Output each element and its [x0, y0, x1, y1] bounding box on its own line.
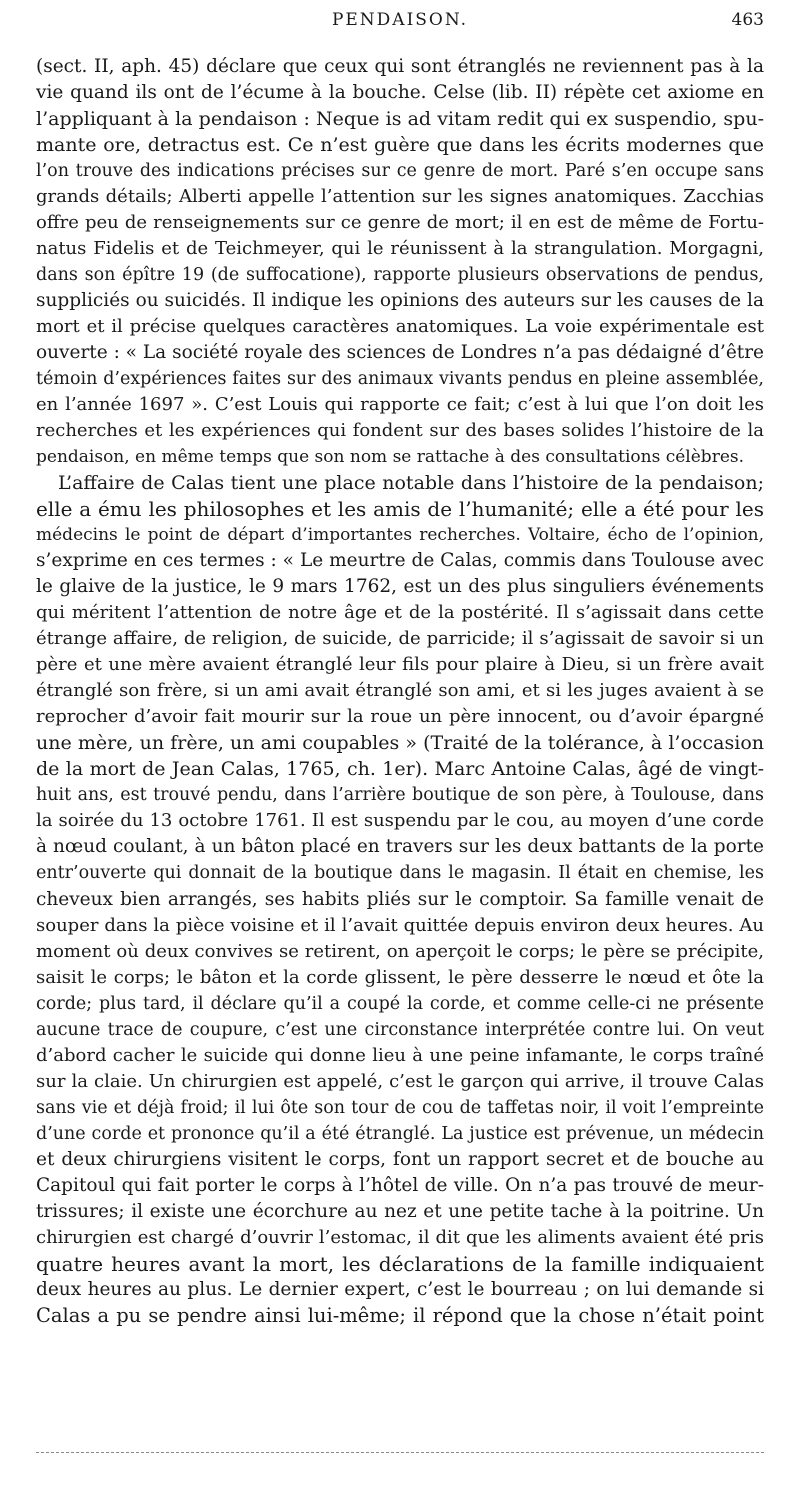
text-line: en l’année 1697 ». C’est Louis qui rapporte ce fait; c’est à lui que l’on doit les	[36, 394, 764, 416]
text-line: mante ore, detractus est. Ce n’est guère que dans les écrits modernes que	[36, 134, 764, 157]
text-line: entr’ouverte qui donnait de la boutique dans le magasin. Il était en chemise, les	[36, 863, 764, 884]
text-line: l’on trouve des indications précises sur ce genre de mort. Paré s’en occupe sans	[36, 161, 764, 182]
text-line: souper dans la pièce voisine et il l’avait quittée depuis environ deux heures. Au	[36, 914, 764, 936]
text-line: la soirée du 13 octobre 1761. Il est suspendu par le cou, au moyen d’une corde	[36, 810, 764, 832]
text-line: deux heures au plus. Le dernier expert, c’est le bourreau ; on lui demande si	[36, 1278, 764, 1300]
text-line: huit ans, est trouvé pendu, dans l’arrière boutique de son père, à Toulouse, dans	[36, 785, 764, 806]
footer-rule	[36, 1452, 764, 1453]
text-line: pendaison, en même temps que son nom se rattache à des consultations célèbres.	[36, 447, 745, 468]
text-line: recherches et les expériences qui fondent sur des bases solides l’histoire de la	[36, 420, 764, 442]
text-line: moment où deux convives se retirent, on aperçoit le corps; le père se précipite,	[36, 940, 764, 962]
text-line: grands détails; Alberti appelle l’attention sur les signes anatomiques. Zacchias	[36, 186, 764, 208]
running-head: PENDAISON.	[331, 10, 469, 30]
text-line: d’abord cacher le suicide qui donne lieu à une peine infamante, le corps traîné	[36, 1044, 764, 1066]
text-line: natus Fidelis et de Teichmeyer, qui le réunissent à la strangulation. Morgagni,	[36, 238, 764, 260]
text-line: dans son épître 19 (de suffocatione), rapporte plusieurs observations de pendus,	[36, 265, 764, 286]
text-line: mort et il précise quelques caractères anatomiques. La voie expérimentale est	[36, 316, 764, 338]
text-line: d’une corde et prononce qu’il a été étranglé. La justice est prévenue, un médecin	[36, 1123, 764, 1144]
text-line: trissures; il existe une écorchure au nez et une petite tache à la poitrine. Un	[36, 1200, 764, 1222]
text-line: saisit le corps; le bâton et la corde glissent, le père desserre le nœud et ôte la	[36, 966, 764, 988]
text-line: de la mort de Jean Calas, 1765, ch. 1er). Marc Antoine Calas, âgé de vingt-	[36, 758, 764, 781]
text-line: aucune trace de coupure, c’est une circonstance interprétée contre lui. On veut	[36, 1019, 764, 1040]
text-line: le glaive de la justice, le 9 mars 1762, est un des plus singuliers événements	[36, 576, 764, 598]
page-number: 463	[731, 10, 764, 30]
text-line: corde; plus tard, il déclare qu’il a coupé la corde, et comme celle-ci ne présente	[36, 993, 764, 1014]
text-line: sur la claie. Un chirurgien est appelé, c’est le garçon qui arrive, il trouve Calas	[36, 1070, 764, 1092]
text-line: père et une mère avaient étranglé leur fils pour plaire à Dieu, si un frère avait	[36, 654, 764, 676]
text-line: offre peu de renseignements sur ce genre de mort; il en est de même de Fortu-	[36, 212, 764, 234]
text-line: (sect. II, aph. 45) déclare que ceux qui sont étranglés ne reviennent pas à la	[36, 56, 764, 77]
text-line: s’exprime en ces termes : « Le meurtre de Calas, commis dans Toulouse avec	[36, 550, 764, 572]
text-line: cheveux bien arrangés, ses habits pliés sur le comptoir. Sa famille venait de	[36, 888, 764, 910]
text-line: médecins le point de départ d’importantes recherches. Voltaire, écho de l’opinion,	[36, 525, 764, 546]
text-line: sans vie et déjà froid; il lui ôte son tour de cou de taffetas noir, il voit l’empreinte	[36, 1097, 764, 1118]
text-line: et deux chirurgiens visitent le corps, font un rapport secret et de bouche au	[36, 1148, 764, 1170]
text-line: témoin d’expériences faites sur des animaux vivants pendus en pleine assemblée,	[36, 369, 764, 390]
text-line: vie quand ils ont de l’écume à la bouche. Celse (lib. II) répète cet axiome en	[36, 82, 764, 104]
text-line: l’appliquant à la pendaison : Neque is ad vitam redit qui ex suspendio, spu-	[36, 108, 764, 131]
text-line: à nœud coulant, à un bâton placé en travers sur les deux battants de la porte	[36, 836, 764, 858]
text-line: elle a ému les philosophes et les amis de l’humanité; elle a été pour les	[36, 497, 764, 522]
text-line: ouverte : « La société royale des sciences de Londres n’a pas dédaigné d’être	[36, 342, 764, 364]
text-line: reprocher d’avoir fait mourir sur la roue un père innocent, ou d’avoir épargné	[36, 706, 764, 728]
text-line: une mère, un frère, un ami coupables » (Traité de la tolérance, à l’occasion	[36, 732, 764, 755]
text-line: étrange affaire, de religion, de suicide, de parricide; il s’agissait de savoir si un	[36, 628, 764, 650]
text-line: Calas a pu se pendre ainsi lui-même; il répond que la chose n’était point	[36, 1303, 764, 1327]
text-line: Capitoul qui fait porter le corps à l’hôtel de ville. On n’a pas trouvé de meur-	[36, 1174, 764, 1196]
body-text	[36, 54, 764, 1329]
text-line: suppliciés ou suicidés. Il indique les opinions des auteurs sur les causes de la	[36, 290, 764, 312]
page-header	[36, 10, 764, 40]
text-line: qui méritent l’attention de notre âge et de la postérité. Il s’agissait dans cette	[36, 602, 764, 624]
text-line: quatre heures avant la mort, les déclarations de la famille indiquaient	[36, 1251, 764, 1276]
paragraph-start-line: L’affaire de Calas tient une place notable dans l’histoire de la pendaison;	[58, 472, 764, 495]
text-line: chirurgien est chargé d’ouvrir l’estomac, il dit que les aliments avaient été pris	[36, 1226, 764, 1248]
text-line: étranglé son frère, si un ami avait étranglé son ami, et si les juges avaient à se	[36, 680, 764, 702]
